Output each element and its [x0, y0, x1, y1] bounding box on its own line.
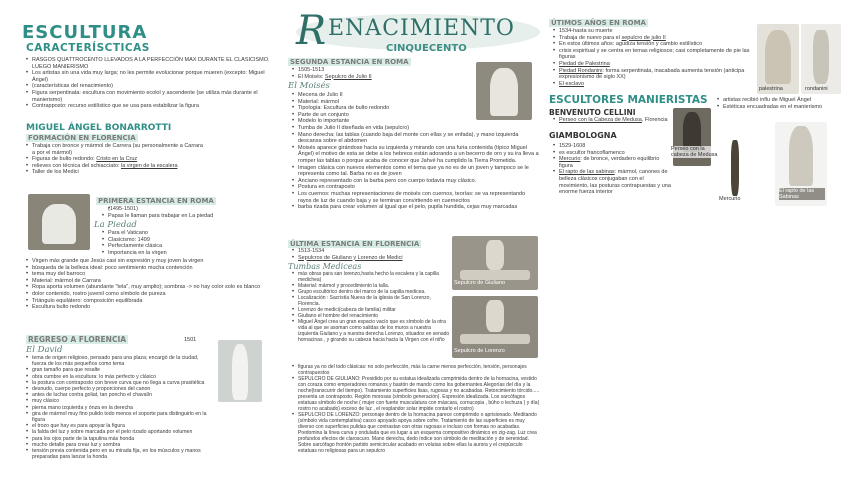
list-item: • antes de luchar contra goliat, tan poncho el chavalín: [26, 392, 214, 398]
giambologna-heading: GIAMBOLOGNA: [549, 131, 617, 140]
piedad-sculpture: [42, 204, 76, 244]
list-item: • tema de origen religioso, pensado para una plaza; encargó de la ciudad, fuerza de los más pequeños como tema: [26, 355, 214, 367]
banner-title: ENACIMIENTO: [328, 16, 515, 41]
sabinas-photo: [775, 122, 827, 206]
list-item: • barba rizada para crear volumen al igual que el pelo, pupila hundida, cejas muy marcadas: [292, 204, 540, 211]
list-item: • 1513-1534: [292, 248, 462, 255]
piedad-detalle-list: [26, 258, 278, 311]
list-item: • Tipología: Escultura de bulto redondo: [292, 105, 474, 112]
segunda-estancia-list: [292, 67, 472, 80]
list-item: • Material: mármol de Carrara: [26, 278, 278, 285]
sabinas-sculpture: [789, 126, 813, 186]
manieristas-heading: ESCULTORES MANIERISTAS: [549, 94, 708, 106]
list-item: • Clasicismo: 1499: [102, 237, 278, 244]
list-item: • Los artistas sin una vida muy larga; no les permite evolucionar porque mueren (excepto: Miguel Ángel): [26, 70, 278, 83]
banner-subtitle: CINQUECENTO: [386, 43, 467, 54]
ultima-estancia-heading: ÚLTIMA ESTANCIA EN FLORENCIA: [290, 240, 420, 248]
palestrina-sculpture: [765, 30, 791, 84]
mercurio-caption: Mercurio: [719, 196, 741, 202]
list-item: • pierna mano izquierda y ónza en la derecha: [26, 405, 214, 411]
list-item: • Modelo lo importante: [292, 118, 474, 125]
list-item: • Escultura bulto redondo: [26, 304, 278, 311]
list-item: • Grupo escultórico dentro del marco de la capilla medicea.: [292, 289, 450, 295]
column-escultura: [22, 0, 280, 477]
column-manierismo: [549, 0, 844, 477]
list-item: • Postura en contraposto: [292, 184, 540, 191]
giuliano-caption: Sepulcro de Giuliano: [454, 280, 506, 286]
piedad-list: [102, 230, 278, 256]
list-item: • crisis espiritual y se centra en temas religiosos; casi completamente de pie las figuras: [553, 48, 753, 61]
moises-list-top: [292, 92, 474, 125]
palestrina-caption: palestrina: [759, 86, 783, 92]
list-item: • obra cumbre en la escultura: lo más perfecto y clásico: [26, 374, 214, 380]
david-photo: [218, 340, 262, 402]
list-item: • Perseo con la Cabeza de Medusa, Florencia: [553, 117, 671, 124]
list-item: • 1534-hasta su muerte: [553, 28, 753, 35]
list-item: [553, 81, 753, 88]
list-item: • el trozo que hay es para apoyar la figura: [26, 423, 214, 429]
list-item: [292, 255, 462, 262]
list-item: • Miguel Ángel crea un gran espacio vacío que es símbolo de la otra vida al que se asoman como salidas de los muros a nuestra izquierda Giuliano y a nuestra derecha Lorenzo, situados en senado hornacinas , y girando su cabeza hacia hacia la Virgen con el niño: [292, 319, 450, 343]
list-item: • Ropa aporta volumen (abundante "tela", muy amplio); sombras -> no hay color solo es blanco: [26, 284, 278, 291]
link-piedad-palestrina[interactable]: Piedad de Palestrina: [559, 60, 610, 67]
ultimos-anos-list: [553, 28, 753, 87]
list-item: • Importancia en la virgen: [102, 250, 278, 257]
list-item: • Perfectamente clásica: [102, 243, 278, 250]
link-sepulcros-medici[interactable]: Sepulcros de Giuliano y Lorenzo de Medici: [298, 254, 403, 261]
moises-sculpture: [490, 68, 518, 116]
list-item: • El Moisés: Sepulcro de Julio II: [292, 74, 472, 81]
sarcophagus-shape: [460, 270, 530, 280]
list-item: • SEPULCRO DE GIULIANO: Presidido por su estatua idealizada comprimida dentro de la hornacina, vestido con coraza como emperadores romanos y bastón de mando como los gobernantes.Alegorías del día y la noche(transcurrir del tiempo). Tratamiento superficies lisas, rugosas y no acabadas. Retorcimiento tórcido..... presenta un contraposto. Región morosas (símbolo generación). Expresión idealizada. Los sarcófagos estatuas símbolo de noche ( mujer con fuerte musculatura con máscara, cornucopia , búho o lechuza ) y día( rostro no acabado) exceso de luz , el resplandor solar impide contarlo el rostro): [292, 376, 542, 412]
david-title: El David: [26, 345, 63, 355]
list-item: • Mecena de Julio II: [292, 92, 474, 99]
list-item: • Figura serpentinata: escultura con movimiento ecolol y ascendente (se utiliza más durante el manierismo): [26, 90, 278, 103]
list-item: • Taller de los Medici: [26, 169, 204, 176]
link-mercurio[interactable]: Mercurio: [559, 156, 581, 163]
list-item: • relieves con técnica del schiacciato: la virgen de la escalera: [26, 163, 204, 170]
list-item: • Para el Vaticano: [102, 230, 278, 237]
list-item: • mucho detalle para crear luz y sombra: [26, 442, 214, 448]
list-item: • artistas recibió influ de Miguel Ángel: [717, 97, 843, 104]
cellini-list: [553, 117, 671, 124]
link-rapto-sabinas[interactable]: El rapto de las sabinas: [559, 169, 615, 176]
banner-initial: R: [296, 8, 327, 54]
list-item: • Imagen clásica con nuevos elementos como el tema que ya no es de un joven y tampoco se le representa como tal. Barba no es de joven: [292, 165, 540, 178]
list-item: • En estos últimos años: agudiza tensión y cambio estilístico: [553, 41, 753, 48]
list-item: • gran tamaño para que resalte: [26, 367, 214, 373]
list-item: • 1529-1608: [553, 143, 671, 150]
list-item: • Papas le llaman para trabajar en La piedad: [102, 213, 278, 220]
list-item: • Localización : Sacristía Nueva de la iglesia de San Lorenzo, Florencia.: [292, 295, 450, 307]
list-item: • Virgen más grande que Jesús casi sin expresión y muy joven la virgen: [26, 258, 278, 265]
list-item: • Piedad Rondanini: forma serpentinata, inacabada aumenta tensión (anticipa expresionismo de siglo XX): [553, 68, 753, 81]
page-title: ESCULTURA: [22, 22, 148, 43]
list-item: • la postura con contraposto con breve curva que no llega a curva praxitélica: [26, 380, 214, 386]
david-list: [26, 355, 214, 460]
list-item: • Giuliano el hombre del renacimiento: [292, 313, 450, 319]
rondanini-caption: rondanini: [805, 86, 828, 92]
list-item: • Trabaja con bronce y mármol de Carrera (su personalmente a Carrara a por el mármol): [26, 143, 204, 156]
list-item: • dolor contenido, rostro juvenil como símbolo de pureza: [26, 291, 278, 298]
primera-estancia-list: [102, 206, 278, 219]
lorenzo-sculpture: [486, 300, 504, 332]
list-item: • Material: mármol: [292, 99, 474, 106]
piedad-title: La Piedad: [94, 220, 137, 230]
list-item: • SEPULCRO DE LORENZO: personaje dentro de la hornacina parece comprimido o aprisionado. Meditando (símbolo vida contemplativa) casco apoyado apoya sobre cofre. Tratamiento de las superficies es muy diverso con superficies pulidas que contrastan con otras rugosas e incluso con formas no acabadas. Predomina la línea curva y ondulada que es lugar a un esquema compositivo dinámico en zig-zag. Luz crea profundos efectos de claroscuro. Mano derecha, dedo índice son símbolo de meditación y de serenidad. Sobre sarcófago frontón partido semicircular acabado en volutas sobre ellas la aurora y el crepúsculo estatuas no religiosas para un sepulcro: [292, 412, 542, 454]
list-item: • la falda del luz y sobre marcada por el pelo rizado aportando volumen: [26, 429, 214, 435]
list-item: • para los ojos parte de la tapulina más honda: [26, 436, 214, 442]
list-item: • muy clásico: [26, 398, 214, 404]
list-item: • Triángulo equilátero: composición equilibrada: [26, 298, 278, 305]
list-item: • Figuras de bulto redondo: Cristo en la Cruz: [26, 156, 204, 163]
regreso-heading: REGRESO A FLORENCIA: [28, 335, 127, 344]
list-item: • Contrapposto: recurso estilístico que se usa para estabilizar la figura: [26, 103, 278, 110]
tumbas-list: [292, 271, 450, 343]
caracteristicas-heading: CARACTERÍSCTICAS: [26, 42, 150, 54]
link-perseo[interactable]: Perseo con la Cabeza de Medusa: [559, 117, 642, 123]
cellini-heading: BENVENUTO CELLINI: [549, 108, 636, 117]
list-item: • Trabaja de nuevo para el sepulcro de julio II: [553, 35, 753, 42]
list-item: • Mano derecha: las tablas (cuando baja del monte con ellas y se enfada), y mano izquierda descansa sobre el abdomen: [292, 132, 540, 145]
link-sepulcro-julio-ii[interactable]: sepulcro de julio II: [621, 34, 666, 41]
renacimiento-banner: [286, 8, 542, 60]
list-item: • (1495-1501): [102, 206, 278, 213]
list-item: • tema muy del barroco: [26, 271, 278, 278]
list-item: • más obras para san lorenzo,hasta hecho la escalera y la capilla medichea): [292, 271, 450, 283]
lorenzo-caption: Sepulcro de Lorenzo: [454, 348, 505, 354]
moises-photo: [476, 62, 532, 120]
mercurio-sculpture: [731, 140, 739, 196]
list-item: • Lorenzo de medici(cabeza de familia) militar: [292, 307, 450, 313]
link-el-esclavo[interactable]: El esclavo: [559, 80, 585, 87]
list-item: • Tumba de Julio II diseñada en vida (sepulcro): [292, 125, 540, 132]
link-virgen-escalera[interactable]: la virgen de la escalera: [120, 162, 178, 169]
manieristas-notes: [717, 97, 843, 110]
list-item: • El rapto de las sabinas: mármol, canones de belleza clásicos conjugaban con el movimiento, las posturas contrapuestas y una enorme fuerza interior: [553, 169, 671, 195]
list-item: • búsqueda de la belleza ideal: poco sentimiento mucha contención: [26, 265, 278, 272]
ultimos-anos-heading: ÚTIMOS AÑOS EN ROMA: [551, 19, 646, 27]
sepulcros-list: [292, 364, 542, 454]
segunda-estancia-heading: SEGUNDA ESTANCIA EN ROMA: [290, 58, 409, 66]
list-item: • Mercurio: de bronce, verdadero equilibrio figura: [553, 156, 671, 169]
miguel-angel-heading: MIGUEL ÁNGEL BONARROTTI: [26, 123, 172, 133]
column-renacimiento: [286, 0, 542, 477]
link-sepulcro-julio[interactable]: Sepulcro de Julio II: [324, 73, 372, 80]
lorenzo-photo: [452, 296, 538, 358]
formacion-list: [26, 143, 204, 176]
ultima-estancia-list: [292, 248, 462, 261]
piedad-photo: [28, 194, 90, 250]
list-item: • Moisés aparece girándose hacia su izquierda y mirando con una furia contenida (típico Miguel Ángel) el motivo de esta se debe a los hebreos están adorando a un becerro de oro y su ira lleva a romper las tablas o porque acaba de conocer que Jahvé ha cumplido la Tierra Prometida.: [292, 145, 540, 165]
list-item: • desnudo, cuerpo perfecto y proporciones del canon: [26, 386, 214, 392]
primera-estancia-heading: PRIMERA ESTANCIA EN ROMA: [98, 197, 214, 205]
giuliano-sculpture: [486, 240, 504, 270]
list-item: • figuras ya no del todo clásicas: no solo perfección, más la carne menos perfección, tensión, personajes contrapuestos: [292, 364, 542, 376]
list-item: [553, 61, 753, 68]
formacion-heading: FORMACIÓN EN FLORENCIA: [28, 134, 136, 142]
mercurio-photo: [719, 138, 751, 204]
list-item: • Estéticas encuadradas en el manierismo: [717, 104, 843, 111]
link-piedad-rondanini[interactable]: Piedad Rondanini: [559, 67, 603, 74]
list-item: • (características del renacimiento): [26, 83, 278, 90]
list-item: • 1505-1513: [292, 67, 472, 74]
moises-list: [292, 125, 540, 211]
list-item: • Parte de un conjunto: [292, 112, 474, 119]
list-item: • Material: mármol y procedimiento la talla.: [292, 283, 450, 289]
moises-title: El Moisés: [288, 81, 330, 91]
regreso-year: 1501: [184, 337, 197, 343]
list-item: • tensión previa contenida pero en su mirada fija, en los músculos y manos preparadas para lanzar la honda: [26, 448, 214, 460]
list-item: • Anciano representado con la barba pero con cuerpo todavía muy clásico.: [292, 178, 540, 185]
david-sculpture: [232, 344, 248, 400]
rondanini-sculpture: [813, 30, 829, 84]
list-item: • RASGOS QUATTROCENTO LLEVADOS A LA PERFECCIÓN MAX DURANTE EL CLASICISMO. LUEGO MANIERISMO: [26, 57, 278, 70]
giambologna-list: [553, 143, 671, 196]
list-item: • gira de mármol muy fino pulido todo menos el soporte para distinguirlo en la figura: [26, 411, 214, 423]
list-item: • Los cuernos: muchas representaciones de moisés con cuernos, teorías: se va representando rayos de luz de cuando baja y se terminan convirtiendo en cuernecitos: [292, 191, 540, 204]
palestrina-photo: [757, 24, 799, 94]
link-cristo-en-la-cruz[interactable]: Cristo en la Cruz: [96, 156, 138, 163]
giuliano-photo: [452, 236, 538, 290]
sabinas-caption: El rapto de las Sabinas: [779, 188, 825, 200]
rondanini-photo: [801, 24, 841, 94]
tumbas-title: Tumbas Mediceas: [288, 262, 362, 271]
caracteristicas-list: [26, 57, 278, 110]
sarcophagus-shape: [460, 334, 530, 344]
perseo-caption: Perseo con la cabeza de Medusa: [671, 146, 721, 158]
list-item: • es escultor francoflamenco: [553, 150, 671, 157]
